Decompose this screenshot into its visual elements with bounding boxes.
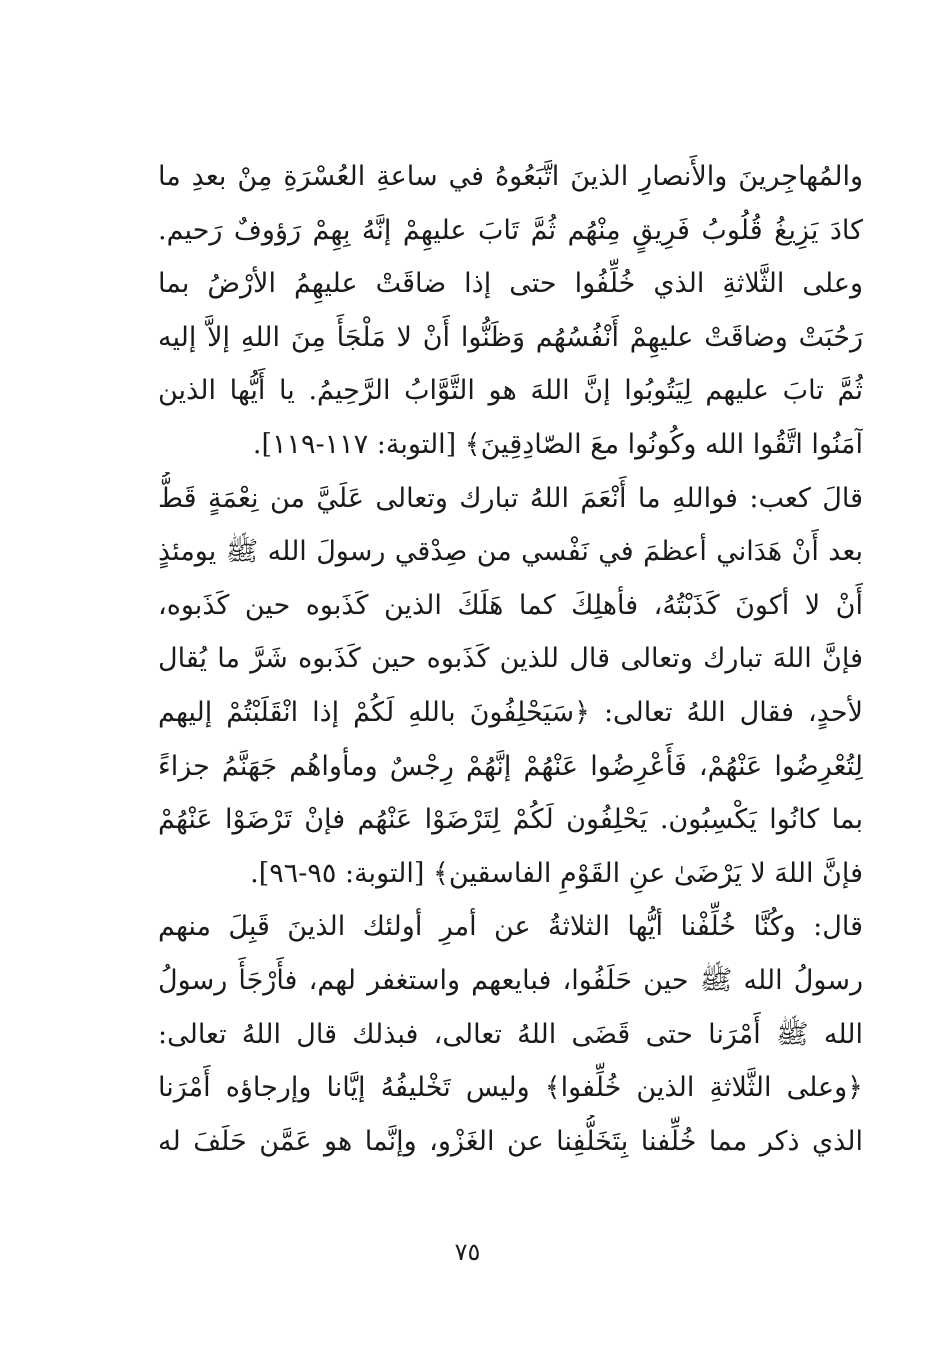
text-line: آمَنُوا اتَّقُوا الله وكُونُوا معَ الصّادِقِينَ﴾ [التوبة: ١١٧-١١٩]. — [252, 428, 863, 460]
text-line: قالَ كعب: فواللهِ ما أَنْعَمَ اللهُ تبارك وتعالى عَلَيَّ من نِعْمَةٍ قَطُّ — [158, 482, 863, 514]
paragraph-3 — [158, 900, 863, 1168]
text-line: رسولُ الله ﷺ حين حَلَفُوا، فبايعهم واستغفر لهم، فأَرْجَأَ رسولُ — [158, 964, 863, 996]
main-text — [158, 150, 863, 1168]
text-line: أَنْ لا أكونَ كَذَبْتُهُ، فأهلِكَ كما هَلَكَ الذين كَذَبوه حين كَذَبوه، — [158, 589, 863, 621]
text-line: قال: وكُنَّا خُلِّفْنا أيُّها الثلاثةُ عن أمرِ أولئك الذينَ قَبِلَ منهم — [158, 911, 863, 943]
text-line: لِتُعْرِضُوا عَنْهُمْ، فَأَعْرِضُوا عَنْهُمْ إنَّهُمْ رِجْسٌ ومأواهُم جَهَنَّمُ جزاءً — [158, 750, 863, 782]
text-line: ﴿وعلى الثَّلاثةِ الذين خُلِّفوا﴾ وليس تَخْليفُهُ إيَّانا وإرجاؤه أَمْرَنا — [158, 1072, 863, 1104]
text-line: الله ﷺ أَمْرَنا حتى قَضَى اللهُ تعالى، فبذلك قال اللهُ تعالى: — [158, 1018, 863, 1050]
text-line: ثُمَّ تابَ عليهم لِيَتُوبُوا إنَّ اللهَ هو التَّوَّابُ الرَّحِيمُ. يا أَيُّها الذين — [158, 375, 863, 407]
text-line: وعلى الثَّلاثةِ الذي خُلِّفُوا حتى إذا ضاقَتْ عليهِمُ الأرْضُ بما — [158, 268, 863, 300]
page-number: ٧٥ — [454, 1238, 481, 1266]
text-line: رَحُبَتْ وضاقَتْ عليهِمْ أَنْفُسُهُم وَظَنُّوا أَنْ لا مَلْجَأَ مِنَ اللهِ إلاَّ إليه — [158, 321, 863, 353]
text-line: بما كانُوا يَكْسِبُون. يَحْلِفُون لَكُمْ لِتَرْضَوْا عَنْهُم فإنْ تَرْضَوْا عَنْهُمْ — [158, 804, 863, 836]
text-line: لأحدٍ، فقال اللهُ تعالى: ﴿سَيَحْلِفُونَ باللهِ لَكُمْ إذا انْقَلَبْتُمْ إليهم — [158, 696, 863, 728]
text-line: والمُهاجِرينَ والأَنصارِ الذينَ اتَّبَعُوهُ في ساعةِ العُسْرَةِ مِنْ بعدِ ما — [158, 161, 863, 192]
text-line: الذي ذكر مما خُلِّفنا بِتَخَلُّفِنا عن الغَزْو، وإنَّما هو عَمَّن حَلَفَ له — [158, 1125, 863, 1157]
text-line: كادَ يَزِيغُ قُلُوبُ فَرِيقٍ مِنْهُم ثُمَّ تَابَ عليهِمْ إنَّهُ بِهِمْ رَؤوفٌ رَحيم. — [158, 214, 863, 246]
text-line: فإنَّ اللهَ لا يَرْضَىٰ عنِ القَوْمِ الفاسقين﴾ [التوبة: ٩٥-٩٦]. — [250, 857, 863, 889]
text-line: فإنَّ اللهَ تبارك وتعالى قال للذين كَذَبوه حين كَذَبوه شَرَّ ما يُقال — [158, 643, 863, 675]
text-line: بعد أَنْ هَدَاني أعظمَ في نَفْسي من صِدْقي رسولَ الله ﷺ يومئذٍ — [158, 536, 863, 568]
paragraph-2 — [158, 472, 863, 901]
paragraph-1 — [158, 150, 863, 472]
